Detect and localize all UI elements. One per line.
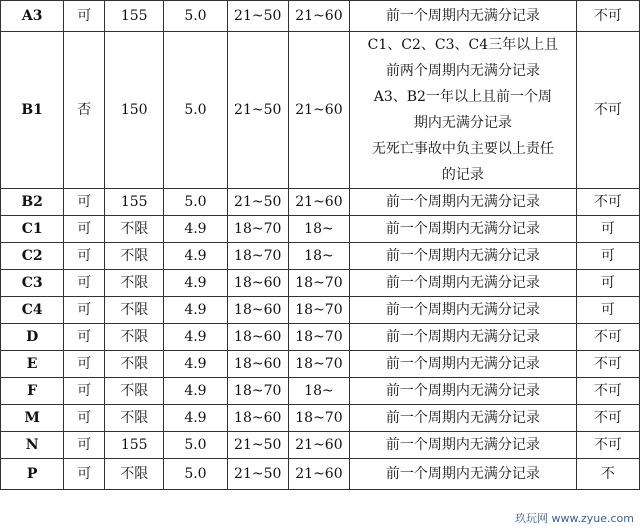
age-range-a-cell: 21~50 — [227, 32, 288, 189]
requirement-note-cell — [350, 32, 577, 189]
requirement-note-cell — [350, 324, 577, 351]
allow-cell: 可 — [64, 1, 105, 32]
license-class-cell: A3 — [1, 1, 64, 32]
note-line: 前一个周期内无满分记录 — [385, 8, 540, 24]
requirement-note-cell — [350, 297, 577, 324]
table-row — [1, 297, 640, 324]
table-row — [1, 243, 640, 270]
age-range-b-cell: 21~60 — [288, 432, 349, 459]
table-row — [1, 459, 640, 490]
vision-cell: 4.9 — [164, 297, 227, 324]
table-row — [1, 32, 640, 189]
allow-cell: 可 — [64, 297, 105, 324]
note-line: 前一个周期内无满分记录 — [385, 410, 540, 426]
permission-cell: 不可 — [576, 324, 639, 351]
height-cell: 不限 — [105, 351, 164, 378]
requirement-note-cell — [350, 351, 577, 378]
requirement-note-cell — [350, 243, 577, 270]
allow-cell: 可 — [64, 378, 105, 405]
height-cell: 不限 — [105, 459, 164, 490]
license-class-cell: N — [1, 432, 64, 459]
note-line: 期内无满分记录 — [413, 115, 512, 131]
vision-cell: 4.9 — [164, 378, 227, 405]
allow-cell: 否 — [64, 32, 105, 189]
table-row — [1, 405, 640, 432]
license-class-cell: C2 — [1, 243, 64, 270]
allow-cell: 可 — [64, 324, 105, 351]
license-class-cell: P — [1, 459, 64, 490]
note-line: 前一个周期内无满分记录 — [385, 437, 540, 453]
permission-cell: 可 — [576, 216, 639, 243]
license-class-cell: C1 — [1, 216, 64, 243]
license-class-cell: D — [1, 324, 64, 351]
height-cell: 不限 — [105, 243, 164, 270]
permission-cell: 不可 — [576, 378, 639, 405]
table-row — [1, 432, 640, 459]
allow-cell: 可 — [64, 243, 105, 270]
table-row — [1, 216, 640, 243]
note-line: A3、B2一年以上且前一个周 — [373, 89, 552, 105]
permission-cell: 不可 — [576, 189, 639, 216]
table-row — [1, 351, 640, 378]
requirement-note-cell — [350, 189, 577, 216]
permission-cell: 不可 — [576, 432, 639, 459]
vision-cell: 4.9 — [164, 351, 227, 378]
permission-cell: 不可 — [576, 405, 639, 432]
license-class-cell: E — [1, 351, 64, 378]
height-cell: 155 — [105, 1, 164, 32]
vision-cell: 4.9 — [164, 270, 227, 297]
allow-cell: 可 — [64, 189, 105, 216]
note-line: 前一个周期内无满分记录 — [385, 329, 540, 345]
vision-cell: 5.0 — [164, 1, 227, 32]
note-line: 前一个周期内无满分记录 — [385, 275, 540, 291]
age-range-b-cell: 21~60 — [288, 189, 349, 216]
requirement-note-cell — [350, 405, 577, 432]
table-row — [1, 378, 640, 405]
note-line: C1、C2、C3、C4三年以上且 — [367, 37, 559, 53]
age-range-b-cell: 18~ — [288, 243, 349, 270]
requirement-note-cell — [350, 459, 577, 490]
age-range-a-cell: 21~50 — [227, 459, 288, 490]
vision-cell: 5.0 — [164, 432, 227, 459]
note-line: 前一个周期内无满分记录 — [385, 356, 540, 372]
age-range-a-cell: 18~60 — [227, 351, 288, 378]
height-cell: 155 — [105, 189, 164, 216]
age-range-b-cell: 18~70 — [288, 324, 349, 351]
note-line: 前一个周期内无满分记录 — [385, 383, 540, 399]
allow-cell: 可 — [64, 432, 105, 459]
allow-cell: 可 — [64, 459, 105, 490]
note-line: 前一个周期内无满分记录 — [385, 221, 540, 237]
requirement-note-cell — [350, 378, 577, 405]
permission-cell: 不可 — [576, 32, 639, 189]
vision-cell: 4.9 — [164, 405, 227, 432]
table-row — [1, 324, 640, 351]
age-range-b-cell: 18~70 — [288, 297, 349, 324]
license-class-cell: C4 — [1, 297, 64, 324]
note-line: 前一个周期内无满分记录 — [385, 302, 540, 318]
note-line: 无死亡事故中负主要以上责任 — [371, 141, 554, 157]
vision-cell: 5.0 — [164, 32, 227, 189]
height-cell: 不限 — [105, 216, 164, 243]
age-range-a-cell: 21~50 — [227, 432, 288, 459]
permission-cell: 可 — [576, 297, 639, 324]
age-range-a-cell: 18~60 — [227, 324, 288, 351]
age-range-a-cell: 18~60 — [227, 270, 288, 297]
note-line: 的记录 — [441, 167, 484, 183]
height-cell: 155 — [105, 432, 164, 459]
note-line: 前一个周期内无满分记录 — [385, 466, 540, 482]
allow-cell: 可 — [64, 216, 105, 243]
height-cell: 150 — [105, 32, 164, 189]
note-line: 前一个周期内无满分记录 — [385, 248, 540, 264]
license-class-cell: M — [1, 405, 64, 432]
requirement-note-cell — [350, 1, 577, 32]
vision-cell: 5.0 — [164, 189, 227, 216]
height-cell: 不限 — [105, 378, 164, 405]
permission-cell: 不可 — [576, 351, 639, 378]
permission-cell: 不 — [576, 459, 639, 490]
permission-cell: 可 — [576, 270, 639, 297]
site-watermark: 玖玩网 www.zyue.com — [515, 512, 634, 525]
age-range-b-cell: 18~70 — [288, 351, 349, 378]
allow-cell: 可 — [64, 270, 105, 297]
vision-cell: 5.0 — [164, 459, 227, 490]
allow-cell: 可 — [64, 405, 105, 432]
allow-cell: 可 — [64, 351, 105, 378]
permission-cell: 可 — [576, 243, 639, 270]
age-range-b-cell: 18~70 — [288, 405, 349, 432]
vision-cell: 4.9 — [164, 324, 227, 351]
age-range-a-cell: 18~70 — [227, 378, 288, 405]
age-range-b-cell: 18~ — [288, 378, 349, 405]
age-range-a-cell: 18~70 — [227, 243, 288, 270]
requirement-note-cell — [350, 270, 577, 297]
age-range-a-cell: 18~70 — [227, 216, 288, 243]
note-line: 前两个周期内无满分记录 — [385, 63, 540, 79]
age-range-a-cell: 21~50 — [227, 1, 288, 32]
age-range-b-cell: 21~60 — [288, 32, 349, 189]
height-cell: 不限 — [105, 297, 164, 324]
age-range-a-cell: 18~60 — [227, 297, 288, 324]
height-cell: 不限 — [105, 270, 164, 297]
note-line: 前一个周期内无满分记录 — [385, 194, 540, 210]
table-body — [1, 1, 640, 490]
height-cell: 不限 — [105, 324, 164, 351]
age-range-b-cell: 21~60 — [288, 1, 349, 32]
permission-cell: 不可 — [576, 1, 639, 32]
age-range-b-cell: 18~ — [288, 216, 349, 243]
table-row — [1, 1, 640, 32]
vision-cell: 4.9 — [164, 243, 227, 270]
license-class-cell: B1 — [1, 32, 64, 189]
requirement-note-cell — [350, 432, 577, 459]
license-class-cell: B2 — [1, 189, 64, 216]
license-class-cell: F — [1, 378, 64, 405]
height-cell: 不限 — [105, 405, 164, 432]
age-range-a-cell: 21~50 — [227, 189, 288, 216]
age-range-b-cell: 18~70 — [288, 270, 349, 297]
requirement-note-cell — [350, 216, 577, 243]
table-row — [1, 270, 640, 297]
age-range-a-cell: 18~60 — [227, 405, 288, 432]
vision-cell: 4.9 — [164, 216, 227, 243]
table-row — [1, 189, 640, 216]
license-class-cell: C3 — [1, 270, 64, 297]
age-range-b-cell: 21~60 — [288, 459, 349, 490]
